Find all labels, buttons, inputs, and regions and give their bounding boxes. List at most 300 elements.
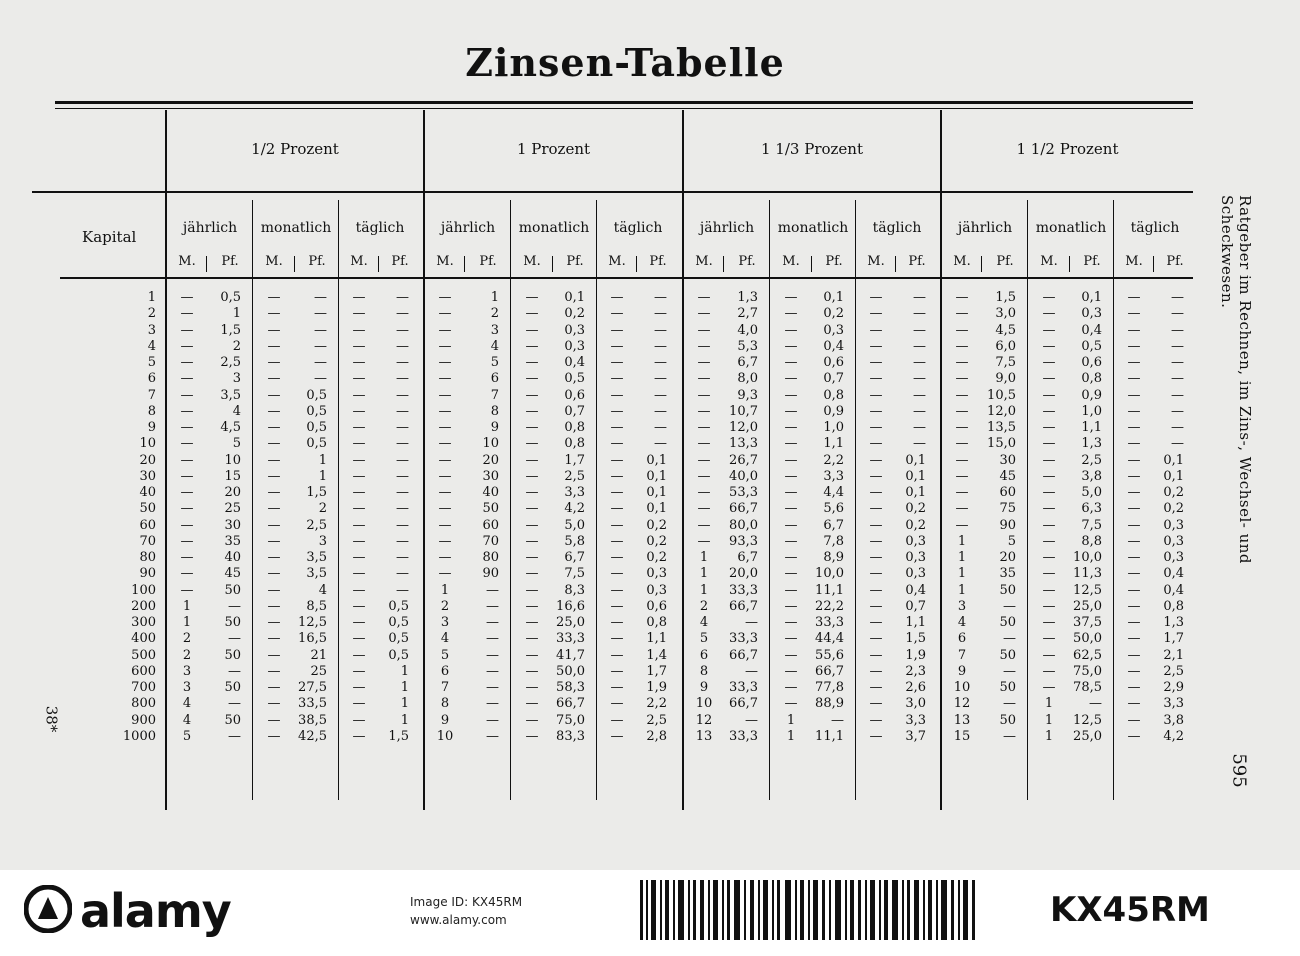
table-cell: — [180,387,194,403]
table-cell: — [396,306,409,322]
table-cell: — [438,371,452,387]
table-cell: 7 [957,647,967,663]
table-cell: 5,3 [737,338,758,354]
table-cell: — [1127,696,1141,712]
unit-divider [895,256,896,272]
table-cell: — [267,582,281,598]
table-cell: 50,0 [1073,631,1102,647]
table-cell: 66,7 [729,501,758,517]
group-label: 1 Prozent [516,140,591,158]
table-cell: — [525,403,539,419]
table-cell: — [1042,290,1056,305]
table-cell: 44,4 [815,631,844,647]
table-cell: 0,1 [905,485,926,500]
table-cell: 0,3 [905,550,926,565]
running-head-side: Ratgeber im Rechnen, im Zins-, Wechsel- und Scheckwesen. [1218,195,1254,564]
table-cell: 88,9 [815,696,844,712]
table-cell: 0,8 [1163,598,1184,614]
table-cell: 0,4 [1163,566,1184,582]
table-cell: — [1127,501,1141,517]
watermark-code: KX45RM [1050,890,1210,930]
table-cell: 7 [440,680,450,695]
table-cell: 1,3 [737,290,758,305]
table-cell: — [352,355,366,370]
table-cell: — [697,501,711,517]
table-cell: — [1127,371,1141,387]
table-cell: — [314,322,327,338]
table-cell: 6 [490,371,499,387]
unit-header: M. [782,254,800,269]
table-cell: — [352,533,366,549]
table-cell: 6 [440,663,450,679]
table-cell: 1 [400,712,409,728]
period-header: täglich [1130,220,1180,236]
table-cell: — [180,290,194,305]
table-cell: 0,2 [646,517,667,533]
table-cell: 66,7 [556,696,585,712]
table-cell: — [654,355,667,370]
table-cell: — [869,598,883,614]
table-cell: — [610,290,624,305]
table-cell: 10 [436,728,454,744]
table-cell: 4 [182,712,192,728]
table-cell: — [525,387,539,403]
table-cell: — [180,338,194,354]
capital-cell: 10 [139,436,156,452]
table-cell: — [438,306,452,322]
group-label: 1 1/2 Prozent [1016,140,1119,158]
table-cell: — [784,355,798,370]
table-cell: 20 [224,485,241,500]
table-cell: — [1042,485,1056,500]
table-cell: — [352,728,366,744]
table-cell: 1,3 [1163,615,1184,630]
table-cell: 2,7 [737,306,758,322]
table-cell: 1,4 [646,647,667,663]
period-header: monatlich [260,220,332,236]
table-cell: — [486,647,499,663]
table-cell: 33,3 [556,631,585,647]
unit-header: Pf. [221,254,239,269]
table-cell: 0,4 [1163,582,1184,598]
alamy-logo-icon [24,885,72,933]
table-cell: 66,7 [729,647,758,663]
capital-cell: 300 [131,615,156,630]
table-cell: 25,0 [1073,598,1102,614]
table-cell: 3 [182,680,192,695]
table-cell: — [438,501,452,517]
capital-cell: 70 [139,533,156,549]
table-cell: — [1127,712,1141,728]
unit-divider [811,256,812,272]
table-cell: — [697,403,711,419]
table-cell: — [610,338,624,354]
table-cell: 5,6 [823,501,844,517]
table-cell: — [697,420,711,435]
capital-cell: 30 [139,468,156,484]
table-cell: — [869,468,883,484]
table-cell: — [1127,403,1141,419]
table-cell: — [438,533,452,549]
table-cell: 1,3 [1081,436,1102,452]
table-cell: 5 [440,647,450,663]
table-cell: 75 [999,501,1016,517]
table-cell: — [525,582,539,598]
table-cell: — [1127,322,1141,338]
unit-header: Pf. [908,254,926,269]
table-cell: 4,0 [737,322,758,338]
table-cell: — [525,501,539,517]
capital-cell: 90 [139,566,156,582]
table-cell: — [352,452,366,468]
table-cell: — [654,306,667,322]
table-cell: 0,8 [823,387,844,403]
capital-cell: 8 [147,403,156,419]
table-cell: — [745,615,758,630]
table-cell: 3 [318,533,327,549]
table-cell: 20 [482,452,499,468]
table-cell: — [1042,371,1056,387]
table-cell: 30 [999,452,1016,468]
table-cell: — [784,582,798,598]
table-cell: — [352,680,366,695]
table-cell: 1,0 [823,420,844,435]
table-cell: — [610,485,624,500]
table-cell: — [1003,631,1016,647]
table-cell: — [697,436,711,452]
table-cell: — [697,371,711,387]
table-cell: 0,4 [823,338,844,354]
table-cell: 0,4 [564,355,585,370]
table-cell: — [610,420,624,435]
group-label: 1/2 Prozent [251,140,339,158]
capital-cell: 5 [147,355,156,370]
table-cell: — [869,517,883,533]
table-cell: — [610,436,624,452]
table-cell: 1,1 [823,436,844,452]
table-cell: — [486,712,499,728]
table-cell: — [525,728,539,744]
table-cell: — [267,436,281,452]
table-cell: — [352,322,366,338]
table-cell: 4 [232,403,241,419]
table-cell: 3,3 [564,485,585,500]
table-cell: — [869,436,883,452]
table-cell: 5 [490,355,499,370]
table-cell: 0,7 [905,598,926,614]
table-cell: 0,1 [823,290,844,305]
table-cell: 21 [310,647,327,663]
table-cell: — [525,533,539,549]
top-rule-thick [55,101,1193,104]
table-cell: — [352,566,366,582]
table-cell: — [654,387,667,403]
table-cell: 0,4 [905,582,926,598]
table-cell: — [525,680,539,695]
table-cell: 4 [318,582,327,598]
table-cell: 0,2 [564,306,585,322]
capital-cell: 9 [147,420,156,435]
table-cell: 3,3 [823,468,844,484]
table-cell: 0,3 [905,533,926,549]
unit-header: M. [867,254,885,269]
table-cell: 66,7 [729,598,758,614]
capital-cell: 900 [131,712,156,728]
table-cell: 35 [999,566,1016,582]
capital-cell: 7 [147,387,156,403]
table-cell: — [913,420,926,435]
table-cell: 0,5 [388,615,409,630]
table-cell: 8,9 [823,550,844,565]
table-cell: 2,5 [220,355,241,370]
table-cell: — [784,322,798,338]
table-cell: 8,3 [564,582,585,598]
table-cell: — [352,582,366,598]
capital-cell: 1 [147,290,156,305]
table-cell: — [1127,598,1141,614]
unit-header: M. [350,254,368,269]
table-cell: — [525,517,539,533]
table-cell: — [654,436,667,452]
table-cell: — [1042,420,1056,435]
unit-divider [723,256,724,272]
table-cell: — [396,468,409,484]
table-cell: 83,3 [556,728,585,744]
table-cell: — [267,615,281,630]
capital-cell: 200 [131,598,156,614]
table-cell: — [267,355,281,370]
table-cell: 6,7 [737,550,758,565]
table-cell: — [396,533,409,549]
table-cell: — [1127,387,1141,403]
table-cell: — [267,647,281,663]
table-cell: — [913,355,926,370]
table-cell: 12,5 [1073,712,1102,728]
table-cell: 0,8 [564,436,585,452]
table-cell: — [610,501,624,517]
table-cell: 1,1 [905,615,926,630]
period-header: täglich [872,220,922,236]
table-cell: — [1127,355,1141,370]
page-title: Zinsen-Tabelle [465,40,785,85]
table-cell: — [784,533,798,549]
table-cell: 12,5 [298,615,327,630]
table-cell: 4,2 [1163,728,1184,744]
table-cell: 0,5 [388,647,409,663]
table-cell: 12,5 [1073,582,1102,598]
table-cell: — [352,387,366,403]
capital-cell: 700 [131,680,156,695]
table-cell: — [1042,533,1056,549]
table-cell: 0,5 [388,598,409,614]
table-cell: 3,3 [905,712,926,728]
table-cell: — [654,420,667,435]
table-cell: 66,7 [729,696,758,712]
period-header: täglich [613,220,663,236]
table-cell: — [352,338,366,354]
table-cell: — [396,566,409,582]
table-cell: — [784,420,798,435]
table-cell: — [869,631,883,647]
table-cell: — [610,647,624,663]
table-cell: 1 [182,615,192,630]
table-cell: — [267,631,281,647]
table-cell: 1 [400,680,409,695]
table-cell: 1 [957,582,967,598]
table-cell: — [697,290,711,305]
table-cell: — [1171,403,1184,419]
table-cell: 9 [440,712,450,728]
table-cell: — [267,420,281,435]
table-cell: — [745,663,758,679]
table-cell: — [314,371,327,387]
table-cell: 0,1 [646,485,667,500]
table-cell: 3 [957,598,967,614]
table-cell: 0,5 [306,436,327,452]
table-cell: 33,3 [729,728,758,744]
table-cell: 0,3 [564,338,585,354]
table-cell: — [525,647,539,663]
table-cell: 33,5 [298,696,327,712]
table-cell: — [1127,338,1141,354]
table-cell: — [314,355,327,370]
table-cell: — [784,680,798,695]
table-cell: 0,8 [646,615,667,630]
table-cell: — [955,306,969,322]
table-cell: 4,4 [823,485,844,500]
watermark-logo [24,884,231,938]
table-cell: — [1127,582,1141,598]
table-cell: — [784,696,798,712]
table-cell: — [784,485,798,500]
unit-header: M. [523,254,541,269]
table-cell: — [180,533,194,549]
table-cell: 1 [786,712,796,728]
table-cell: — [869,485,883,500]
table-cell: — [228,663,241,679]
table-cell: 1 [1044,728,1054,744]
table-cell: — [913,436,926,452]
table-cell: — [180,322,194,338]
table-cell: 3,8 [1081,468,1102,484]
table-cell: — [180,517,194,533]
table-cell: — [1042,387,1056,403]
table-cell: 1,1 [646,631,667,647]
table-cell: — [913,387,926,403]
table-cell: — [1042,566,1056,582]
table-cell: 33,3 [729,631,758,647]
table-cell: — [1171,436,1184,452]
table-cell: — [438,387,452,403]
table-cell: — [610,663,624,679]
table-cell: — [697,452,711,468]
table-cell: — [396,517,409,533]
table-cell: 1,1 [1081,420,1102,435]
capital-cell: 600 [131,663,156,679]
table-cell: 80 [482,550,499,565]
table-cell: — [438,436,452,452]
table-cell: — [610,728,624,744]
table-cell: 3 [440,615,450,630]
table-cell: — [180,485,194,500]
table-cell: — [610,598,624,614]
period-header: monatlich [1035,220,1107,236]
table-cell: — [610,712,624,728]
table-cell: — [396,387,409,403]
table-cell: — [784,501,798,517]
table-cell: — [869,452,883,468]
table-cell: 93,3 [729,533,758,549]
capital-cell: 80 [139,550,156,565]
table-cell: 40,0 [729,468,758,484]
table-cell: 4,2 [564,501,585,517]
table-cell: — [784,615,798,630]
table-cell: 10 [482,436,499,452]
table-cell: — [784,387,798,403]
table-cell: — [1171,355,1184,370]
table-cell: — [438,566,452,582]
table-cell: — [396,290,409,305]
table-cell: 1,5 [306,485,327,500]
table-cell: 2,3 [905,663,926,679]
table-cell: — [610,468,624,484]
table-cell: — [869,615,883,630]
table-cell: 25,0 [556,615,585,630]
table-cell: — [396,420,409,435]
table-cell: 0,5 [306,387,327,403]
table-cell: — [267,371,281,387]
unit-divider [636,256,637,272]
table-cell: — [352,712,366,728]
table-cell: 2,5 [306,517,327,533]
table-cell: — [913,338,926,354]
table-cell: 9 [490,420,499,435]
table-cell: — [486,680,499,695]
table-cell: — [438,452,452,468]
table-cell: — [267,533,281,549]
unit-header: Pf. [1083,254,1101,269]
table-cell: — [784,403,798,419]
table-cell: — [396,403,409,419]
table-cell: 60 [482,517,499,533]
table-cell: — [438,517,452,533]
table-cell: — [314,306,327,322]
unit-header: Pf. [308,254,326,269]
table-cell: — [228,728,241,744]
table-cell: 0,4 [1081,322,1102,338]
table-cell: 2,6 [905,680,926,695]
table-cell: 0,6 [646,598,667,614]
table-cell: — [396,436,409,452]
table-cell: 11,1 [815,582,844,598]
table-cell: 1,0 [1081,403,1102,419]
table-cell: 0,2 [823,306,844,322]
table-cell: 3 [232,371,241,387]
table-cell: — [352,436,366,452]
table-cell: — [654,371,667,387]
table-cell: 50 [224,712,241,728]
table-cell: 45 [999,468,1016,484]
table-cell: 45 [224,566,241,582]
table-cell: — [955,371,969,387]
table-cell: 10 [695,696,713,712]
table-cell: — [610,533,624,549]
table-cell: 8 [699,663,709,679]
table-cell: — [267,322,281,338]
table-cell: 78,5 [1073,680,1102,695]
table-cell: 1 [957,533,967,549]
table-cell: — [267,663,281,679]
